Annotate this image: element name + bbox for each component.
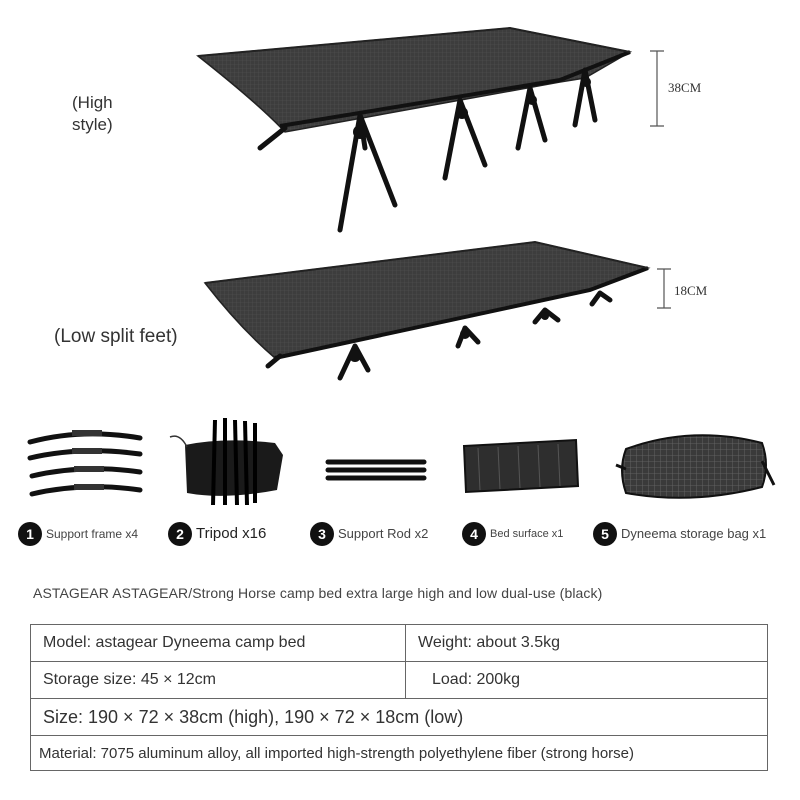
high-dimension-label: 38CM [668, 80, 702, 95]
bed-surface-image [458, 436, 583, 496]
spec-table [30, 624, 768, 771]
table-row [31, 625, 768, 662]
part-label: Dyneema storage bag x1 [621, 526, 767, 541]
spec-storage: Storage size: 45 × 12cm [31, 662, 406, 699]
high-style-label: (High style) [72, 93, 113, 134]
number-badge: 5 [593, 522, 617, 546]
low-cot-image [200, 238, 655, 393]
part-item-bed-surface [462, 522, 563, 546]
storage-bag-image [612, 425, 777, 503]
number-badge: 2 [168, 522, 192, 546]
product-title: ASTAGEAR ASTAGEAR/Strong Horse camp bed extra large high and low dual-use (black) [33, 585, 603, 601]
part-item-support-rod [310, 522, 428, 546]
part-label: Support frame x4 [46, 527, 139, 541]
spec-weight: Weight: about 3.5kg [406, 625, 768, 662]
part-label: Support Rod x2 [338, 526, 429, 541]
spec-load: Load: 200kg [406, 662, 768, 699]
number-badge: 3 [310, 522, 334, 546]
low-style-label: (Low split feet) [54, 326, 178, 347]
low-dimension-label: 18CM [674, 283, 708, 298]
number-badge: 4 [462, 522, 486, 546]
part-item-tripod [168, 522, 266, 546]
part-label: Tripod x16 [196, 525, 267, 542]
table-row [31, 699, 768, 736]
tripod-image [165, 415, 290, 510]
support-rod-image [322, 452, 430, 486]
part-item-storage-bag [593, 522, 781, 546]
high-dimension-marker [648, 50, 668, 130]
table-row [31, 736, 768, 771]
spec-size: Size: 190 × 72 × 38cm (high), 190 × 72 × 18cm (low) [31, 699, 768, 736]
table-row [31, 662, 768, 699]
spec-model: Model: astagear Dyneema camp bed [31, 625, 406, 662]
part-label: Bed surface x1 [490, 528, 564, 540]
high-cot-image [190, 20, 650, 245]
support-frame-image [22, 424, 147, 506]
spec-material: Material: 7075 aluminum alloy, all imported high-strength polyethylene fiber (strong horse) [31, 736, 768, 771]
part-item-support-frame [18, 522, 138, 546]
number-badge: 1 [18, 522, 42, 546]
low-dimension-marker [655, 268, 675, 310]
